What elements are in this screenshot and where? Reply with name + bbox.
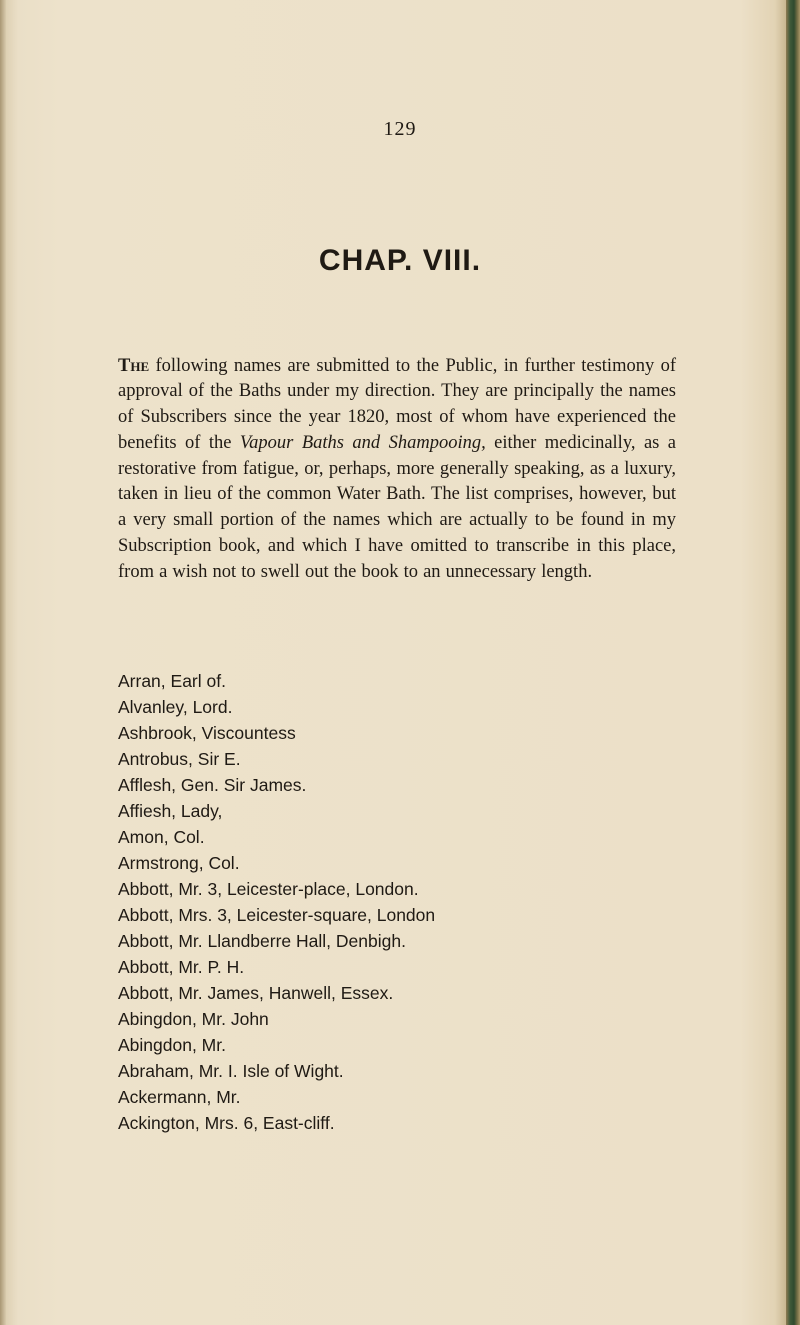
list-item: Alvanley, Lord. xyxy=(118,697,233,717)
intro-italic-phrase: Vapour Baths and Shampooing, xyxy=(239,432,486,453)
list-item: Antrobus, Sir E. xyxy=(118,749,241,769)
list-item: Ackermann, Mr. xyxy=(118,1087,241,1107)
list-item: Abbott, Mr. P. H. xyxy=(118,957,245,977)
intro-text-part-2: either medicinally, as a restorative from fatigue, or, perhaps, more generally speaking, as a luxury, taken in lieu of the common Water Bath. The list comprises, however, but a very small portion of the names which are actually to be found in my Subscription book, and which I have omitted to transcribe in this place, from a wish not to swell out the book to an unnecessary length. xyxy=(118,432,677,582)
list-item: Abbott, Mrs. 3, Leicester-square, London xyxy=(118,905,436,925)
list-item: Abingdon, Mr. xyxy=(118,1035,226,1055)
page-left-edge xyxy=(0,0,6,1325)
list-item: Armstrong, Col. xyxy=(118,853,240,873)
list-item: Abingdon, Mr. John xyxy=(118,1009,269,1029)
list-item: Afflesh, Gen. Sir James. xyxy=(118,775,307,795)
list-item: Ackington, Mrs. 6, East-cliff. xyxy=(118,1113,335,1133)
chapter-heading: CHAP. VIII. xyxy=(318,244,482,277)
list-item: Abbott, Mr. 3, Leicester-place, London. xyxy=(118,879,419,899)
list-item: Abraham, Mr. I. Isle of Wight. xyxy=(118,1061,344,1081)
intro-paragraph xyxy=(118,354,676,586)
list-item: Abbott, Mr. Llandberre Hall, Denbigh. xyxy=(118,931,406,951)
list-item: Abbott, Mr. James, Hanwell, Essex. xyxy=(118,983,394,1003)
intro-lead-word: The xyxy=(118,355,150,376)
list-item: Affiesh, Lady, xyxy=(118,801,223,821)
list-item: Ashbrook, Viscountess xyxy=(118,723,296,743)
subscriber-list xyxy=(118,668,678,1136)
list-item: Arran, Earl of. xyxy=(118,671,226,691)
list-item: Amon, Col. xyxy=(118,827,205,847)
intro-text-part-1: following names are submitted to the Public, in further testimony of approval of the Baths under my direction. They are principally the names of Subscribers since the year 1820, most of whom have experienced the benefits of the xyxy=(118,355,676,453)
book-binding-edge xyxy=(786,0,800,1325)
page-number: 129 xyxy=(383,118,417,140)
